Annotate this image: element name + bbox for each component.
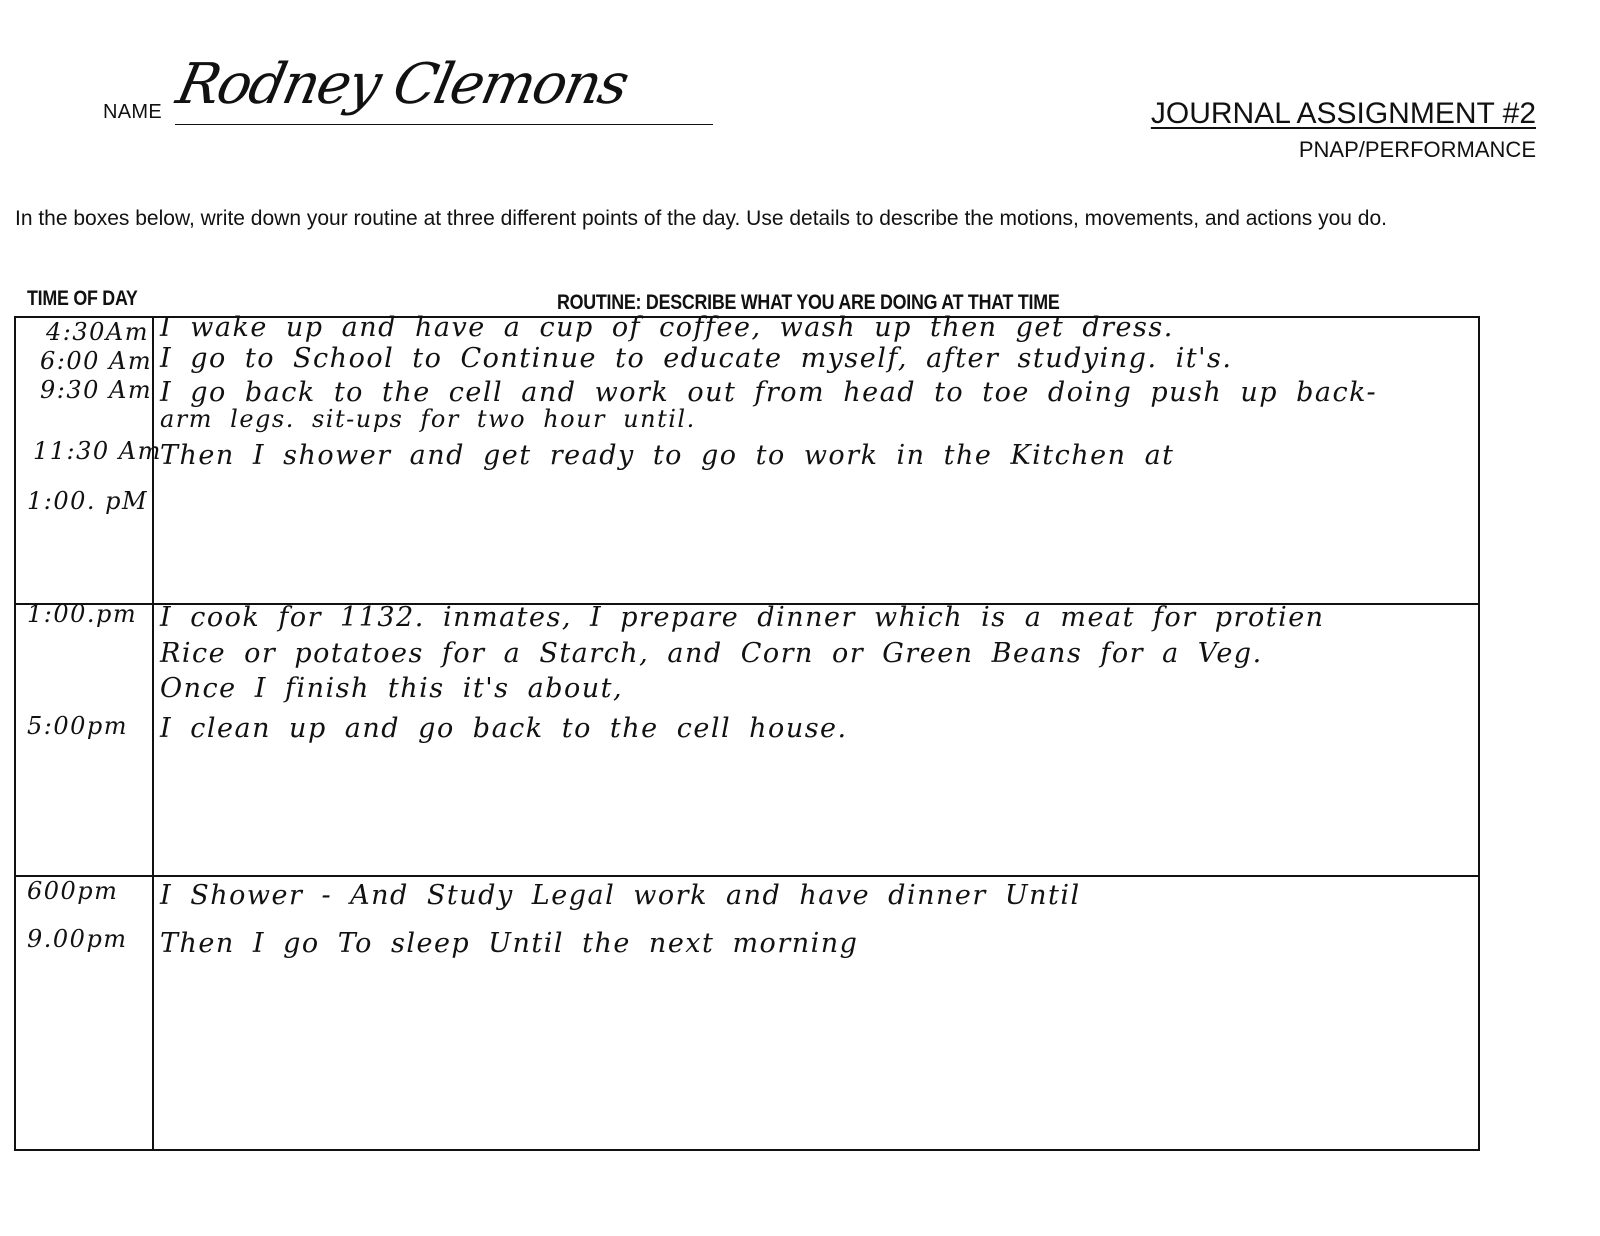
routine-line: I go to School to Continue to educate myself, after studying. it's.: [160, 343, 1233, 374]
time-entry: 1:00.pm: [27, 600, 138, 628]
column-header-time: TIME OF DAY: [27, 287, 138, 310]
routine-line: I clean up and go back to the cell house.: [160, 713, 848, 744]
time-entry: 4:30Am: [46, 318, 149, 346]
instructions-text: In the boxes below, write down your routine at three different points of the day. Use details to describe the motions, movements, and actions you do.: [15, 207, 1388, 230]
assignment-title: JOURNAL ASSIGNMENT #2: [1150, 97, 1536, 130]
time-entry: 9:30 Am: [40, 376, 153, 404]
name-signature: Rodney Clemons: [171, 52, 633, 117]
routine-line: I wake up and have a cup of coffee, wash up then get dress.: [160, 312, 1174, 343]
time-entry: 1:00. pM: [27, 487, 149, 515]
row-divider-2: [14, 875, 1480, 877]
time-entry: 11:30 Am: [33, 437, 162, 465]
time-entry: 600pm: [27, 877, 119, 905]
routine-line: arm legs. sit-ups for two hour until.: [160, 405, 696, 433]
routine-line: I cook for 1132. inmates, I prepare dinner which is a meat for protien: [160, 602, 1325, 633]
routine-line: Once I finish this it's about,: [160, 673, 624, 704]
assignment-subtitle: PNAP/PERFORMANCE: [1298, 137, 1536, 162]
routine-line: I Shower - And Study Legal work and have dinner Until: [160, 880, 1081, 911]
time-entry: 5:00pm: [27, 712, 129, 740]
name-underline: [175, 124, 713, 125]
column-header-routine: ROUTINE: DESCRIBE WHAT YOU ARE DOING AT THAT TIME: [557, 291, 1060, 314]
name-label: NAME: [103, 101, 162, 123]
routine-line: Rice or potatoes for a Starch, and Corn or Green Beans for a Veg.: [160, 638, 1263, 669]
time-entry: 6:00 Am: [40, 347, 153, 375]
routine-line: I go back to the cell and work out from head to toe doing push up back-: [160, 377, 1378, 408]
routine-line: Then I go To sleep Until the next morning: [160, 928, 859, 959]
routine-line: Then I shower and get ready to go to work in the Kitchen at: [160, 440, 1175, 471]
time-entry: 9.00pm: [27, 925, 128, 953]
